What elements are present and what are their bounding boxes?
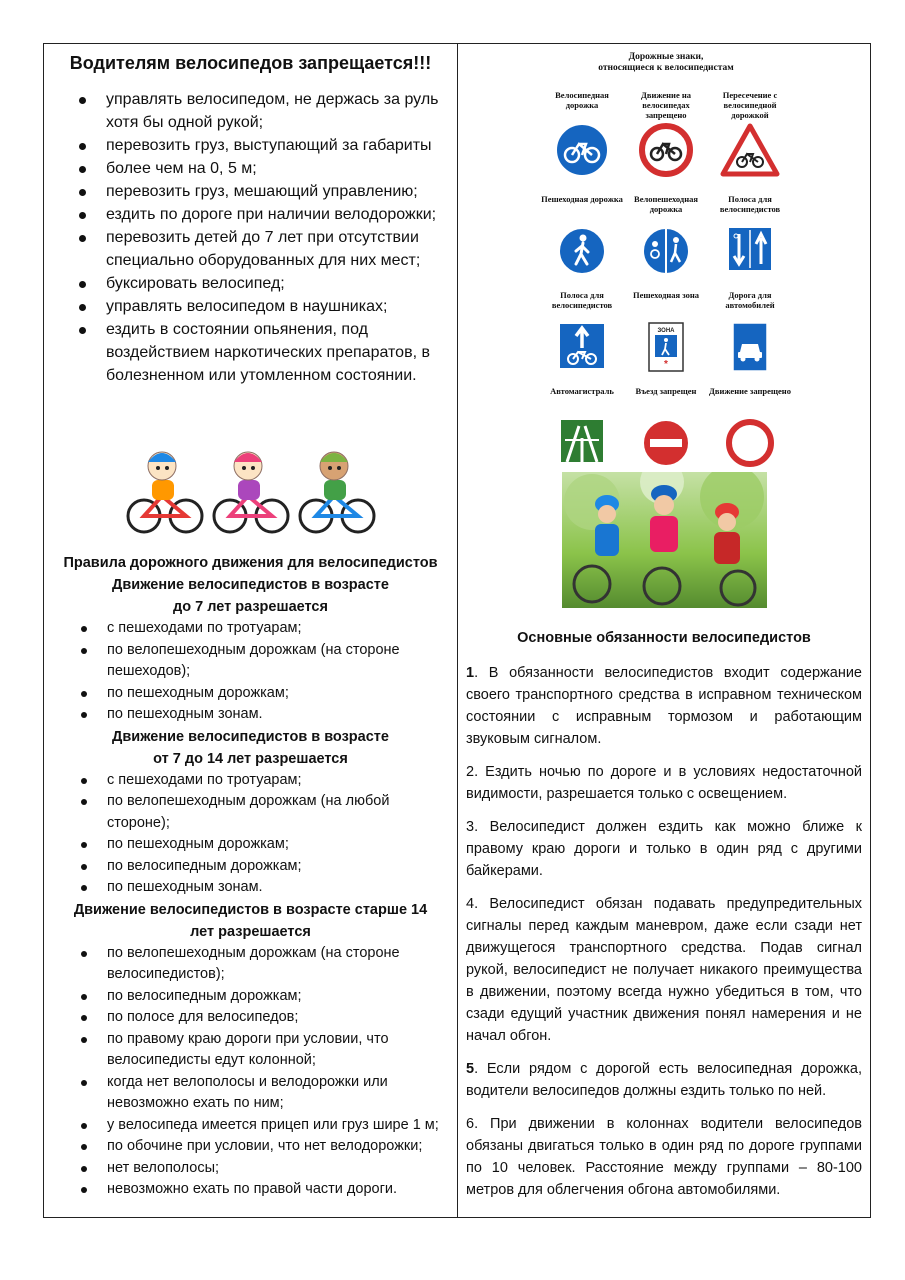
duty-text: . Велосипедист должен ездить как можно ближе к правому краю дороги и только в один ряд с другими байкерами.	[466, 819, 862, 879]
list-item-text: ездить по дороге при наличии велодорожки;	[106, 206, 437, 223]
list-item-text: управлять велосипедом, не держась за руль хотя бы одной рукой;	[106, 91, 439, 131]
list-item-text: по велопешеходным дорожкам (на стороне велосипедистов);	[107, 944, 400, 982]
road-signs-panel	[541, 46, 791, 466]
no-traffic-sign-icon	[725, 418, 775, 468]
under7-list	[44, 618, 457, 726]
duty-text: . Велосипедист обязан подавать предупредительных сигналы перед каждым маневром, даже если сзади нет движущегося транспортного средства. Подав сигнал рукой, велосипедист не получает никакого преимущества в движении, поэтому всегда нужно убедиться в том, что сзади едущий участник движения понял намерения и не начал обгон.	[466, 896, 862, 1044]
sign-label: Полоса для велосипедистов	[719, 194, 781, 214]
duty-item	[466, 761, 862, 805]
sign-bicycle-crossing	[709, 90, 791, 178]
list-item	[107, 856, 447, 878]
bullet-icon	[79, 281, 86, 288]
bullet-icon	[81, 864, 87, 870]
list-item-text: по правому краю дороги при условии, что велосипедисты едут колонной;	[107, 1030, 389, 1068]
bullet-icon	[81, 648, 87, 654]
list-item-text: по пешеходным зонам.	[107, 706, 263, 722]
sign-label: Пешеходная зона	[632, 290, 700, 300]
duty-item	[466, 1058, 862, 1102]
kids-cycling-photo	[562, 472, 767, 608]
list-item-text: когда нет велополосы и велодорожки или невозможно ехать по ним;	[107, 1073, 388, 1111]
bicycle-crossing-warning-sign-icon	[720, 122, 780, 178]
list-item	[107, 618, 447, 640]
bicycle-lane-square-sign-icon	[558, 322, 606, 370]
list-item	[106, 226, 447, 272]
duty-item	[466, 662, 862, 750]
duty-text: . При движении в колоннах водители велосипедов обязаны двигаться только в один ряд по дороге группами по 10 человек. Расстояние между группами – 80-100 метров для облегчения обгона автомобилями.	[466, 1116, 862, 1198]
pedestrian-zone-sign-icon	[648, 322, 684, 372]
list-item-text: по пешеходным дорожкам;	[107, 836, 289, 852]
list-item-text: по велосипедным дорожкам;	[107, 987, 302, 1004]
sign-label: Полоса для велосипедистов	[551, 290, 613, 310]
list-item	[107, 986, 447, 1008]
prohibited-list	[44, 88, 457, 387]
bullet-icon	[79, 304, 86, 311]
sign-bicycle-lane-square	[541, 290, 623, 370]
duty-item	[466, 816, 862, 882]
sign-label: Пересечение с велосипедной дорожкой	[722, 90, 778, 120]
list-item-text: по велопешеходным дорожкам (на любой стороне);	[107, 793, 390, 831]
sign-label: Велопешеходная дорожка	[634, 194, 698, 214]
bullet-icon	[81, 712, 87, 718]
list-item-text: по велопешеходным дорожкам (на стороне пешеходов);	[107, 641, 400, 679]
over14-title-line2: лет разрешается	[190, 923, 311, 940]
list-item-text: перевозить груз, выступающий за габариты	[106, 137, 432, 154]
bullet-icon	[81, 1187, 87, 1193]
sign-label: Велосипедная дорожка	[555, 90, 609, 110]
bullet-icon	[81, 1144, 87, 1150]
under7-title-line1: Движение велосипедистов в возрасте	[112, 577, 389, 593]
prohibited-title: Водителям велосипедов запрещается!!!	[69, 53, 432, 73]
list-item	[107, 1136, 447, 1158]
list-item	[107, 770, 447, 792]
bullet-icon	[81, 626, 87, 632]
bullet-icon	[81, 1166, 87, 1172]
list-item	[107, 1007, 447, 1029]
duty-number: 3	[466, 819, 475, 835]
shared-path-sign-icon	[641, 226, 691, 276]
sign-label: Движение на велосипедах запрещено	[641, 90, 691, 120]
bullet-icon	[79, 189, 86, 196]
duty-number: 6	[466, 1116, 475, 1132]
age7-14-list	[44, 770, 457, 899]
sign-bicycle-lane	[709, 194, 791, 272]
list-item-text: невозможно ехать по правой части дороги.	[107, 1181, 397, 1197]
sign-no-traffic	[709, 386, 791, 468]
bullet-icon	[81, 1123, 87, 1129]
list-item	[107, 1072, 447, 1115]
duty-number: 1	[466, 665, 475, 681]
kids-on-bikes-illustration	[124, 440, 384, 536]
sign-pedestrian-zone	[625, 290, 707, 372]
age7-14-title-line2: от 7 до 14 лет разрешается	[153, 750, 348, 767]
list-item-text: более чем на 0, 5 м;	[106, 160, 257, 177]
list-item	[106, 180, 447, 203]
list-item	[106, 272, 447, 295]
bullet-icon	[79, 166, 86, 173]
list-item-text: буксировать велосипед;	[106, 275, 285, 292]
list-item	[107, 1115, 447, 1137]
sign-no-entry	[625, 386, 707, 468]
bullet-icon	[81, 994, 87, 1000]
list-item	[106, 203, 447, 226]
bullet-icon	[79, 235, 86, 242]
duty-text: . Ездить ночью по дороге и в условиях недостаточной видимости, разрешается только с освещением.	[466, 764, 862, 802]
zone-text: ЗОНА	[657, 328, 675, 334]
bullet-icon	[79, 327, 86, 334]
bullet-icon	[81, 1080, 87, 1086]
list-item-text: по пешеходным дорожкам;	[107, 684, 289, 701]
age7-14-title-line1: Движение велосипедистов в возрасте	[112, 728, 389, 745]
bicycle-lane-sign-icon	[727, 226, 773, 272]
car-road-sign-icon	[732, 322, 768, 372]
list-item	[107, 943, 447, 986]
duty-item	[466, 1113, 862, 1201]
list-item	[107, 1029, 447, 1072]
list-item-text: с пешеходами по тротуарам;	[107, 771, 302, 788]
list-item	[107, 791, 447, 834]
sign-no-bicycles	[625, 90, 707, 178]
duty-text: . Если рядом с дорогой есть велосипедная дорожка, водители велосипедов должны ездить только по ней.	[466, 1061, 862, 1099]
sign-label: Движение запрещено	[709, 386, 791, 396]
bullet-icon	[81, 951, 87, 957]
under7-title-line2: до 7 лет разрешается	[173, 599, 328, 615]
sign-bicycle-path	[541, 90, 623, 178]
motorway-sign-icon	[559, 418, 605, 464]
sign-label: Дорога для автомобилей	[725, 290, 775, 310]
sign-label: Въезд запрещен	[635, 386, 697, 396]
duties-list	[466, 662, 862, 1212]
list-item-text: по велосипедным дорожкам;	[107, 857, 302, 874]
over14-title-line1: Движение велосипедистов в возрасте старше 14	[73, 901, 428, 918]
signs-title-line2: относящиеся к велосипедистам	[598, 63, 734, 73]
duties-title: Основные обязанности велосипедистов	[517, 630, 811, 646]
list-item	[107, 1179, 447, 1201]
svg-text:*: *	[664, 359, 668, 370]
list-item	[107, 1158, 447, 1180]
list-item-text: по полосе для велосипедов;	[107, 1009, 299, 1025]
list-item-text: управлять велосипедом в наушниках;	[106, 298, 388, 315]
bullet-icon	[81, 1037, 87, 1043]
sign-pedestrian-path	[541, 194, 623, 276]
list-item	[106, 157, 447, 180]
list-item-text: перевозить детей до 7 лет при отсутствии специально оборудованных для них мест;	[106, 229, 421, 269]
no-entry-sign-icon	[641, 418, 691, 468]
rules-title: Правила дорожного движения для велосипедистов	[63, 555, 438, 571]
list-item-text: нет велополосы;	[107, 1159, 220, 1176]
bicycle-path-sign-icon	[554, 122, 610, 178]
sign-label: Пешеходная дорожка	[541, 194, 623, 204]
list-item-text: перевозить груз, мешающий управлению;	[106, 183, 418, 200]
list-item	[107, 834, 447, 856]
list-item	[106, 88, 447, 134]
sign-car-road	[709, 290, 791, 372]
duty-number: 5	[466, 1061, 475, 1077]
bullet-icon	[81, 842, 87, 848]
pedestrian-path-sign-icon	[557, 226, 607, 276]
over14-list	[44, 943, 457, 1201]
bullet-icon	[79, 97, 86, 104]
bullet-icon	[81, 799, 87, 805]
left-column	[44, 44, 457, 1197]
list-item-text: с пешеходами по тротуарам;	[107, 620, 302, 636]
bullet-icon	[79, 212, 86, 219]
list-item	[107, 640, 447, 683]
bullet-icon	[81, 778, 87, 784]
list-item-text: у велосипеда имеется прицеп или груз шире 1 м;	[107, 1116, 439, 1133]
sign-motorway	[541, 386, 623, 464]
list-item	[107, 877, 447, 899]
signs-title-line1: Дорожные знаки,	[628, 52, 704, 62]
sign-shared-path	[625, 194, 707, 276]
list-item	[106, 134, 447, 157]
list-item	[106, 318, 447, 387]
list-item	[107, 683, 447, 705]
list-item-text: ездить в состоянии опьянения, под воздействием наркотических препаратов, в болезненном или утомленном состоянии.	[106, 321, 430, 384]
list-item	[106, 295, 447, 318]
sign-label: Автомагистраль	[550, 386, 614, 396]
list-item-text: по пешеходным зонам.	[107, 879, 263, 895]
bullet-icon	[79, 143, 86, 150]
bullet-icon	[81, 691, 87, 697]
no-bicycles-sign-icon	[638, 122, 694, 178]
bullet-icon	[81, 885, 87, 891]
bullet-icon	[81, 1015, 87, 1021]
list-item	[107, 704, 447, 726]
list-item-text: по обочине при условии, что нет велодорожки;	[107, 1138, 423, 1154]
duty-text: . В обязанности велосипедистов входит содержание своего транспортного средства в исправном техническом состоянии с исправным тормозом и работающим звуковым сигналом.	[466, 665, 862, 747]
signs-title	[541, 52, 791, 74]
duty-item	[466, 893, 862, 1047]
duty-number: 4	[466, 896, 475, 912]
duty-number: 2	[466, 764, 475, 780]
